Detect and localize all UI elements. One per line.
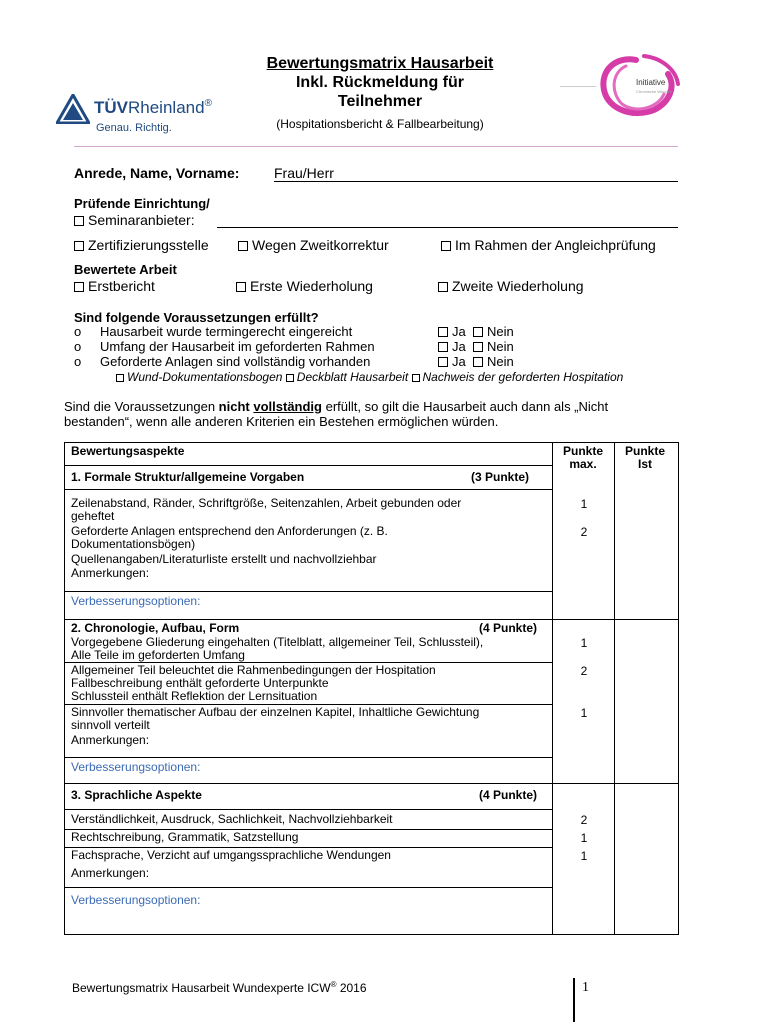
check-item: o Geforderte Anlagen sind vollständig vorhanden bbox=[74, 354, 371, 369]
checkbox[interactable] bbox=[412, 374, 420, 382]
s2-row-2: Allgemeiner Teil beleuchtet die Rahmenbedingungen der Hospitation Fallbeschreibung enthält geforderte Unterpunkte Schlussteil enthält Reflektion der Lernsituation bbox=[71, 663, 436, 703]
page-number-bar bbox=[573, 978, 575, 1022]
s2-row-1: Vorgegebene Gliederung eingehalten (Titelblatt, allgemeiner Teil, Schlussteil), Alle Teile im geforderten Umfang bbox=[71, 635, 484, 662]
tuv-brand-name: TÜVRheinland® bbox=[94, 98, 212, 117]
bewertungs-table bbox=[64, 442, 679, 935]
checkbox[interactable] bbox=[438, 282, 448, 292]
anlagen-options bbox=[116, 370, 623, 384]
row-divider bbox=[65, 757, 552, 758]
row-divider bbox=[65, 783, 678, 784]
zweitkorrektur-option[interactable]: Wegen Zweitkorrektur bbox=[238, 237, 389, 253]
s3-row-3: Fachsprache, Verzicht auf umgangssprachliche Wendungen bbox=[71, 848, 391, 862]
row-divider bbox=[65, 489, 552, 490]
zweite-wiederholung-option[interactable]: Zweite Wiederholung bbox=[438, 278, 584, 294]
tuv-rheinland-logo bbox=[56, 94, 236, 140]
s2-row-3: Sinnvoller thematischer Aufbau der einzelnen Kapitel, Inhaltliche Gewichtung sinnvoll verteilt bbox=[71, 705, 480, 732]
check-item: o Umfang der Hausarbeit im geforderten Rahmen bbox=[74, 339, 375, 354]
checkbox[interactable] bbox=[473, 357, 483, 367]
checkbox[interactable] bbox=[438, 357, 448, 367]
header-rule bbox=[74, 146, 678, 147]
col-divider bbox=[552, 443, 553, 934]
checkbox[interactable] bbox=[236, 282, 246, 292]
anrede-value[interactable]: Frau/Herr bbox=[274, 165, 334, 181]
voraussetzung-note-line-2: bestanden“, wenn alle anderen Kriterien ein Bestehen ermöglichen würden. bbox=[64, 414, 499, 429]
col-header-aspekte: Bewertungsaspekte bbox=[71, 444, 185, 458]
row-divider bbox=[65, 887, 552, 888]
ja-nein-choice[interactable]: Ja Nein bbox=[438, 324, 514, 339]
checkbox[interactable] bbox=[473, 327, 483, 337]
s2-anmerkungen[interactable]: Anmerkungen: bbox=[71, 733, 150, 747]
s3-verbesserung[interactable]: Verbesserungsoptionen: bbox=[71, 893, 201, 907]
s2-verbesserung[interactable]: Verbesserungsoptionen: bbox=[71, 760, 201, 774]
checkbox[interactable] bbox=[473, 342, 483, 352]
row-divider bbox=[65, 591, 552, 592]
checkbox[interactable] bbox=[238, 241, 248, 251]
angleichpruefung-option[interactable]: Im Rahmen der Angleichprüfung bbox=[441, 237, 656, 253]
checkbox[interactable] bbox=[438, 342, 448, 352]
checkbox[interactable] bbox=[116, 374, 124, 382]
checkbox[interactable] bbox=[74, 282, 84, 292]
bewertete-arbeit-label: Bewertete Arbeit bbox=[74, 262, 177, 277]
seminaranbieter-underline bbox=[217, 227, 678, 228]
col-header-ist: Punkte Ist bbox=[624, 444, 665, 471]
seminaranbieter-option[interactable]: Seminaranbieter: bbox=[74, 212, 195, 228]
s1-row-3: Quellenangaben/Literaturliste erstellt und nachvollziehbar bbox=[71, 552, 377, 566]
anrede-underline bbox=[274, 181, 678, 182]
s1-verbesserung[interactable]: Verbesserungsoptionen: bbox=[71, 594, 201, 608]
section-3-title: 3. Sprachliche Aspekte bbox=[71, 788, 202, 802]
s2-max-2: 2 bbox=[580, 664, 588, 678]
s1-max-2: 2 bbox=[580, 525, 588, 539]
anlage-deckblatt[interactable]: Deckblatt Hausarbeit bbox=[286, 370, 408, 384]
checkbox[interactable] bbox=[438, 327, 448, 337]
check-item: o Hausarbeit wurde termingerecht eingereicht bbox=[74, 324, 353, 339]
header-divider bbox=[560, 86, 596, 87]
voraussetzungen-label: Sind folgende Voraussetzungen erfüllt? bbox=[74, 310, 319, 325]
checkbox[interactable] bbox=[74, 241, 84, 251]
s1-anmerkungen[interactable]: Anmerkungen: bbox=[71, 566, 150, 580]
ja-nein-choice[interactable]: Ja Nein bbox=[438, 354, 514, 369]
row-divider bbox=[65, 465, 552, 466]
ja-nein-choice[interactable]: Ja Nein bbox=[438, 339, 514, 354]
s1-max-1: 1 bbox=[580, 497, 588, 511]
s1-row-2: Geforderte Anlagen entsprechend den Anforderungen (z. B. Dokumentationsbögen) bbox=[71, 524, 388, 551]
pruefende-label: Prüfende Einrichtung/ bbox=[74, 196, 210, 211]
document-title bbox=[230, 54, 530, 131]
document-subtitle: (Hospitationsbericht & Fallbearbeitung) bbox=[276, 117, 484, 131]
page-number: 1 bbox=[582, 980, 589, 995]
s3-anmerkungen[interactable]: Anmerkungen: bbox=[71, 866, 150, 880]
anlage-wund-doku[interactable]: Wund-Dokumentationsbogen bbox=[116, 370, 282, 384]
icw-initiative-logo bbox=[596, 52, 686, 122]
footer-text: Bewertungsmatrix Hausarbeit Wundexperte ICW® 2016 bbox=[72, 980, 367, 995]
row-divider bbox=[65, 809, 552, 810]
row-divider bbox=[65, 619, 678, 620]
s1-row-1: Zeilenabstand, Ränder, Schriftgröße, Seitenzahlen, Arbeit gebunden oder geheftet bbox=[71, 496, 462, 523]
title-line-1: Bewertungsmatrix Hausarbeit bbox=[266, 55, 494, 72]
section-2-points: (4 Punkte) bbox=[479, 621, 538, 635]
col-header-max: Punkte max. bbox=[562, 444, 603, 471]
section-1-title: 1. Formale Struktur/allgemeine Vorgaben bbox=[71, 470, 305, 484]
s3-row-2: Rechtschreibung, Grammatik, Satzstellung bbox=[71, 830, 299, 844]
s2-max-1: 1 bbox=[580, 636, 588, 650]
title-line-3: Teilnehmer bbox=[337, 93, 423, 110]
tuv-triangle-icon bbox=[56, 94, 90, 124]
erstbericht-option[interactable]: Erstbericht bbox=[74, 278, 155, 294]
zertifizierungsstelle-option[interactable]: Zertifizierungsstelle bbox=[74, 237, 209, 253]
anlage-hospitation[interactable]: Nachweis der geforderten Hospitation bbox=[412, 370, 624, 384]
s3-max-3: 1 bbox=[580, 849, 588, 863]
s3-max-2: 1 bbox=[580, 831, 588, 845]
s2-max-3: 1 bbox=[580, 706, 588, 720]
icw-logo-text: Initiative Chronische Wunden bbox=[636, 78, 673, 94]
col-divider bbox=[614, 443, 615, 934]
section-1-points: (3 Punkte) bbox=[471, 470, 530, 484]
voraussetzung-note-line-1: Sind die Voraussetzungen nicht vollständig erfüllt, so gilt die Hausarbeit auch dann als „Nicht bbox=[64, 399, 609, 414]
tuv-slogan: Genau. Richtig. bbox=[96, 122, 172, 134]
erste-wiederholung-option[interactable]: Erste Wiederholung bbox=[236, 278, 373, 294]
checkbox[interactable] bbox=[441, 241, 451, 251]
anrede-label: Anrede, Name, Vorname: bbox=[74, 165, 240, 181]
checkbox[interactable] bbox=[286, 374, 294, 382]
s3-max-1: 2 bbox=[580, 813, 588, 827]
section-2-title: 2. Chronologie, Aufbau, Form bbox=[71, 621, 240, 635]
s3-row-1: Verständlichkeit, Ausdruck, Sachlichkeit, Nachvollziehbarkeit bbox=[71, 812, 393, 826]
checkbox[interactable] bbox=[74, 216, 84, 226]
section-3-points: (4 Punkte) bbox=[479, 788, 538, 802]
title-line-2: Inkl. Rückmeldung für bbox=[295, 74, 464, 91]
